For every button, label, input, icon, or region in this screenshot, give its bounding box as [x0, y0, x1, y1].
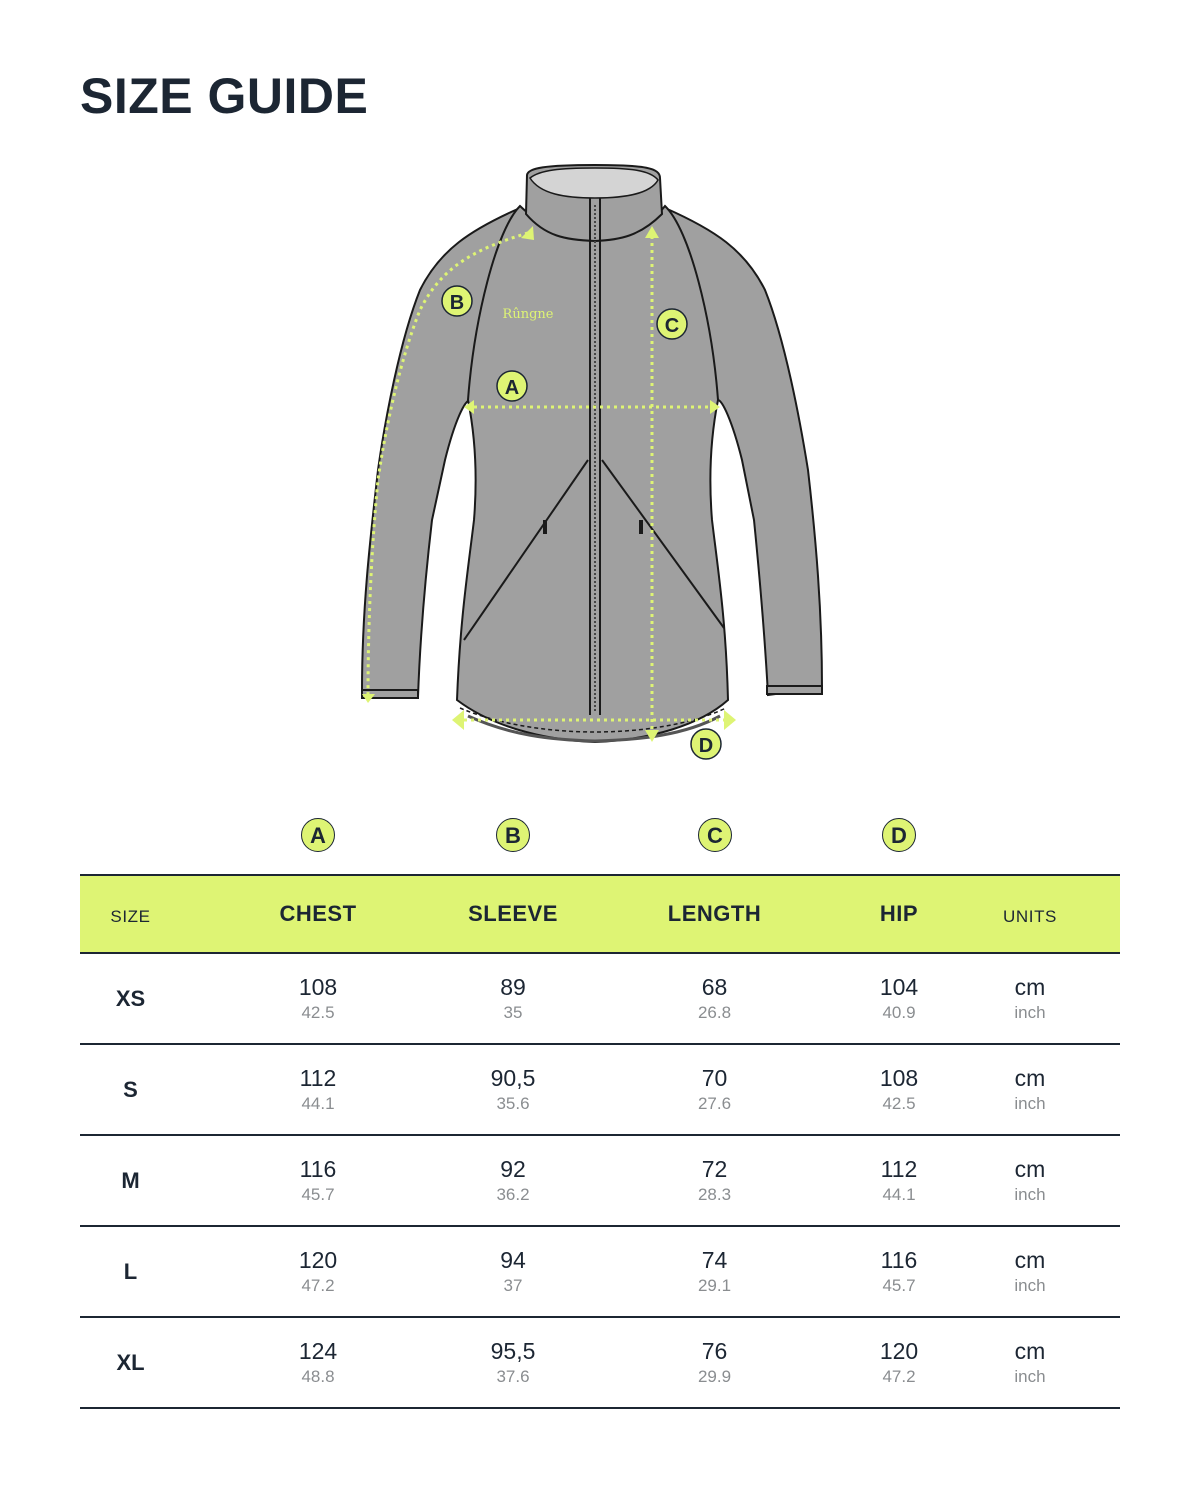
unit-cell	[940, 953, 1120, 1044]
inch-value: inch	[1014, 1275, 1046, 1295]
cm-value: 92	[500, 1155, 526, 1182]
hip-cell	[858, 1135, 940, 1226]
header-chest: CHEST	[181, 875, 455, 953]
marker-b	[442, 286, 472, 316]
chest-cell	[181, 1226, 455, 1317]
cm-value: 112	[880, 1155, 918, 1182]
inch-value: 35	[503, 1002, 523, 1022]
inch-value: 44.1	[301, 1093, 335, 1113]
chest-cell	[181, 1317, 455, 1408]
chest-cell	[181, 1135, 455, 1226]
badge-a: A	[301, 818, 335, 852]
size-label: S	[123, 1076, 138, 1102]
inch-value: 45.7	[882, 1275, 916, 1295]
inch-value: 29.1	[697, 1275, 732, 1295]
table-row	[80, 1044, 1120, 1135]
marker-a	[497, 371, 527, 401]
length-cell	[571, 1044, 858, 1135]
cm-value: 76	[701, 1337, 728, 1364]
size-label: M	[121, 1167, 140, 1193]
cm-value: 95,5	[490, 1337, 536, 1364]
jacket-illustration	[340, 150, 860, 770]
column-badges	[0, 818, 1200, 858]
unit-cell	[940, 1226, 1120, 1317]
badge-b: B	[496, 818, 530, 852]
svg-text:A: A	[504, 377, 520, 399]
cm-value: cm	[1014, 1337, 1046, 1364]
cm-value: cm	[1014, 1155, 1046, 1182]
cm-value: 108	[298, 973, 338, 1000]
jacket-body	[457, 206, 728, 742]
badge-d: D	[882, 818, 916, 852]
size-label: XL	[116, 1349, 145, 1375]
sleeve-cell	[455, 1135, 571, 1226]
inch-value: 28.3	[697, 1184, 732, 1204]
cm-value: 104	[879, 973, 919, 1000]
header-units: UNITS	[940, 875, 1120, 953]
inch-value: 27.6	[697, 1093, 732, 1113]
hip-cell	[858, 953, 940, 1044]
inch-value: 26.8	[697, 1002, 732, 1022]
table-row	[80, 953, 1120, 1044]
inch-value: 29.9	[697, 1366, 732, 1386]
marker-d	[691, 729, 721, 759]
length-cell	[571, 1317, 858, 1408]
cm-value: 68	[701, 973, 728, 1000]
unit-cell	[940, 1135, 1120, 1226]
cm-value: 120	[879, 1337, 919, 1364]
length-cell	[571, 1226, 858, 1317]
inch-value: inch	[1014, 1093, 1046, 1113]
inch-value: inch	[1014, 1366, 1046, 1386]
cm-value: 94	[500, 1246, 526, 1273]
cm-value: 89	[500, 973, 526, 1000]
cm-value: cm	[1014, 1064, 1046, 1091]
sleeve-cell	[455, 953, 571, 1044]
table-row	[80, 1317, 1120, 1408]
marker-c	[657, 309, 687, 339]
unit-cell	[940, 1317, 1120, 1408]
cm-value: 112	[299, 1064, 337, 1091]
header-hip: HIP	[858, 875, 940, 953]
hip-cell	[858, 1226, 940, 1317]
size-label: XS	[115, 985, 146, 1011]
inch-value: 44.1	[882, 1184, 916, 1204]
inch-value: 45.7	[301, 1184, 335, 1204]
cm-value: 72	[701, 1155, 728, 1182]
cm-value: 74	[701, 1246, 728, 1273]
chest-cell	[181, 1044, 455, 1135]
size-label: L	[123, 1258, 138, 1284]
inch-value: inch	[1014, 1184, 1046, 1204]
cm-value: cm	[1014, 1246, 1046, 1273]
inch-value: 35.6	[496, 1093, 530, 1113]
badge-c: C	[698, 818, 732, 852]
inch-value: 36.2	[496, 1184, 530, 1204]
cm-value: 108	[879, 1064, 919, 1091]
hip-cell	[858, 1317, 940, 1408]
sleeve-cell	[455, 1044, 571, 1135]
header-length: LENGTH	[571, 875, 858, 953]
inch-value: 37	[503, 1275, 523, 1295]
length-cell	[571, 953, 858, 1044]
sleeve-cell	[455, 1226, 571, 1317]
svg-text:B: B	[449, 292, 465, 314]
inch-value: 47.2	[882, 1366, 916, 1386]
cm-value: 90,5	[490, 1064, 536, 1091]
cm-value: 70	[701, 1064, 728, 1091]
inch-value: 42.5	[301, 1002, 335, 1022]
hip-cell	[858, 1044, 940, 1135]
sleeve-cell	[455, 1317, 571, 1408]
size-table	[80, 874, 1120, 1409]
page-title: SIZE GUIDE	[80, 68, 369, 124]
inch-value: 37.6	[496, 1366, 530, 1386]
inch-value: 48.8	[301, 1366, 335, 1386]
inch-value: 42.5	[882, 1093, 916, 1113]
unit-cell	[940, 1044, 1120, 1135]
cm-value: 124	[298, 1337, 338, 1364]
inch-value: 40.9	[882, 1002, 916, 1022]
table-header-row	[80, 875, 1120, 953]
cm-value: 120	[298, 1246, 338, 1273]
chest-cell	[181, 953, 455, 1044]
inch-value: 47.2	[301, 1275, 335, 1295]
table-row	[80, 1226, 1120, 1317]
brand-logo: Rûngne	[502, 307, 554, 322]
svg-text:C: C	[664, 315, 680, 337]
cm-value: cm	[1014, 973, 1046, 1000]
svg-text:D: D	[698, 735, 714, 757]
header-sleeve: SLEEVE	[455, 875, 571, 953]
cm-value: 116	[299, 1155, 337, 1182]
inch-value: inch	[1014, 1002, 1046, 1022]
header-size: SIZE	[80, 875, 181, 953]
table-row	[80, 1135, 1120, 1226]
cm-value: 116	[880, 1246, 918, 1273]
length-cell	[571, 1135, 858, 1226]
